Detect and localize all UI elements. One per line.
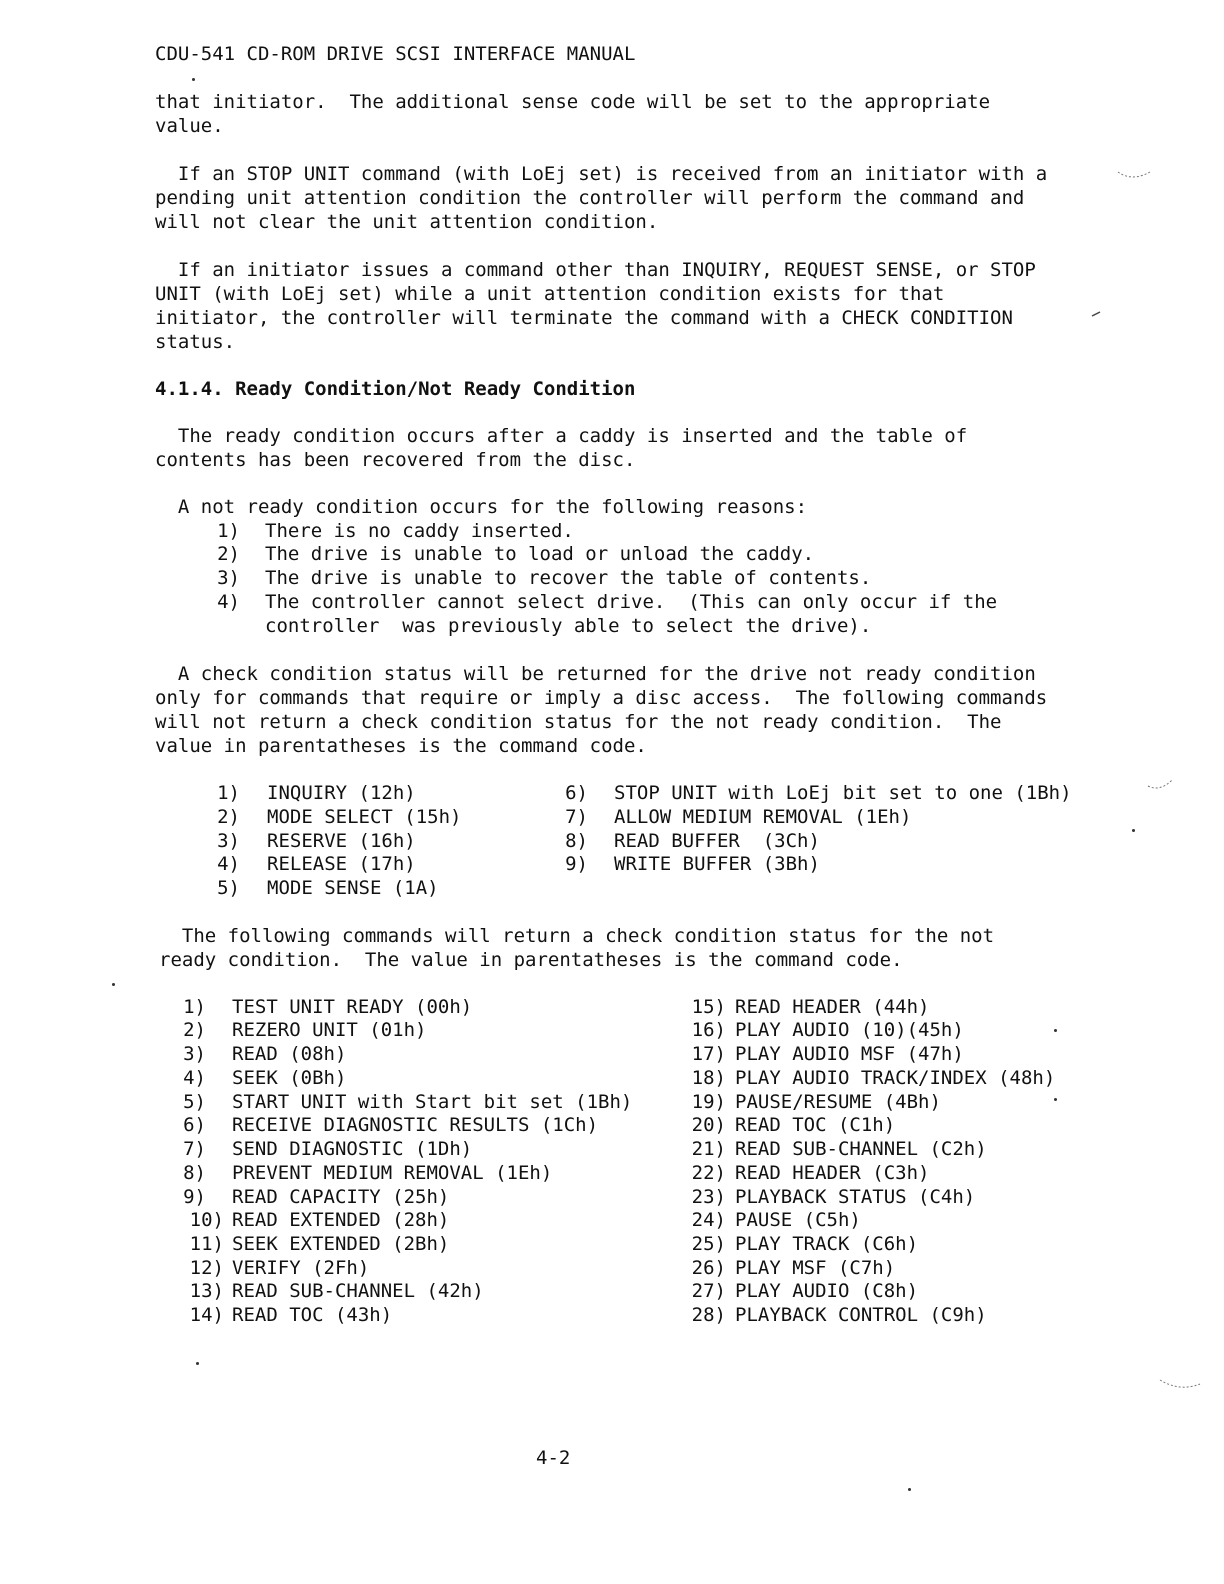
list-number: 10)	[189, 1209, 224, 1231]
list-number: 13)	[189, 1280, 224, 1302]
list-item: RECEIVE DIAGNOSTIC RESULTS (1Ch)	[232, 1114, 599, 1136]
list-item: READ EXTENDED (28h)	[232, 1209, 450, 1231]
list-item: PLAY MSF (C7h)	[735, 1257, 896, 1279]
list-item: REZERO UNIT (01h)	[232, 1019, 427, 1041]
list-number: 7)	[565, 806, 588, 828]
list-number: 22)	[691, 1162, 726, 1184]
list-item: READ CAPACITY (25h)	[232, 1186, 450, 1208]
list-item: PLAY AUDIO MSF (47h)	[735, 1043, 964, 1065]
list-item: PAUSE (C5h)	[735, 1209, 861, 1231]
list-number: 4)	[217, 853, 240, 875]
list-item: START UNIT with Start bit set (1Bh)	[232, 1091, 633, 1113]
list-item: RESERVE (16h)	[267, 830, 416, 852]
list-item: STOP UNIT with LoEj bit set to one (1Bh)	[614, 782, 1072, 804]
list-item: VERIFY (2Fh)	[232, 1257, 370, 1279]
list-number: 28)	[691, 1304, 726, 1326]
list-number: 21)	[691, 1138, 726, 1160]
list-number: 15)	[691, 996, 726, 1018]
list-item: READ HEADER (C3h)	[735, 1162, 930, 1184]
list-number: 17)	[691, 1043, 726, 1065]
list-number: 3)	[217, 830, 240, 852]
list-number: 7)	[183, 1138, 206, 1160]
section-heading: 4.1.4. Ready Condition/Not Ready Condition	[155, 378, 636, 400]
list-number: 6)	[183, 1114, 206, 1136]
list-number: 9)	[183, 1186, 206, 1208]
check-list-intro: The following commands will return a check condition status for the not ready condition. The value in parentatheses is the command code.	[159, 925, 995, 971]
list-number: 12)	[189, 1257, 224, 1279]
list-number: 1)	[183, 996, 206, 1018]
list-number: 4)	[183, 1067, 206, 1089]
list-item: SEND DIAGNOSTIC (1Dh)	[232, 1138, 473, 1160]
list-number: 20)	[691, 1114, 726, 1136]
ready-paragraph: The ready condition occurs after a caddy is inserted and the table of contents has been recovered from the disc.	[155, 425, 968, 471]
list-item: READ SUB-CHANNEL (42h)	[232, 1280, 484, 1302]
list-number: 4)	[217, 591, 240, 613]
list-item: MODE SELECT (15h)	[267, 806, 462, 828]
list-item: RELEASE (17h)	[267, 853, 416, 875]
list-item: PLAYBACK STATUS (C4h)	[735, 1186, 976, 1208]
list-number: 25)	[691, 1233, 726, 1255]
list-item: SEEK EXTENDED (2Bh)	[232, 1233, 450, 1255]
list-number: 18)	[691, 1067, 726, 1089]
list-item: READ (08h)	[232, 1043, 347, 1065]
list-number: 9)	[565, 853, 588, 875]
running-header: CDU-541 CD-ROM DRIVE SCSI INTERFACE MANUAL	[155, 43, 636, 65]
list-item: PLAY AUDIO TRACK/INDEX (48h)	[735, 1067, 1056, 1089]
list-number: 1)	[217, 520, 240, 542]
list-number: 3)	[183, 1043, 206, 1065]
paragraph-2: If an STOP UNIT command (with LoEj set) is received from an initiator with a pending unit attention condition the controller will perform the command and will not clear the unit attention condition.	[155, 163, 1048, 233]
list-number: 24)	[691, 1209, 726, 1231]
list-item: READ BUFFER (3Ch)	[614, 830, 820, 852]
list-item: PLAY AUDIO (C8h)	[735, 1280, 919, 1302]
list-number: 2)	[217, 806, 240, 828]
list-item: READ SUB-CHANNEL (C2h)	[735, 1138, 987, 1160]
list-item: SEEK (0Bh)	[232, 1067, 347, 1089]
list-number: 19)	[691, 1091, 726, 1113]
list-number: 1)	[217, 782, 240, 804]
list-number: 2)	[217, 543, 240, 565]
list-number: 16)	[691, 1019, 726, 1041]
list-item: INQUIRY (12h)	[267, 782, 416, 804]
list-number: 3)	[217, 567, 240, 589]
list-item: WRITE BUFFER (3Bh)	[614, 853, 820, 875]
list-item: READ TOC (C1h)	[735, 1114, 896, 1136]
list-number: 26)	[691, 1257, 726, 1279]
list-number: 23)	[691, 1186, 726, 1208]
list-number: 14)	[189, 1304, 224, 1326]
list-item: PLAY TRACK (C6h)	[735, 1233, 919, 1255]
list-item: The drive is unable to recover the table of contents.	[265, 567, 872, 589]
list-item: The drive is unable to load or unload the caddy.	[265, 543, 815, 565]
list-item: PAUSE/RESUME (4Bh)	[735, 1091, 941, 1113]
page-number: 4-2	[536, 1447, 571, 1469]
list-item: PLAYBACK CONTROL (C9h)	[735, 1304, 987, 1326]
list-number: 27)	[691, 1280, 726, 1302]
list-item: There is no caddy inserted.	[265, 520, 574, 542]
list-item: MODE SENSE (1A)	[267, 877, 439, 899]
list-item: READ TOC (43h)	[232, 1304, 393, 1326]
list-item: PREVENT MEDIUM REMOVAL (1Eh)	[232, 1162, 553, 1184]
list-item: The controller cannot select drive. (This can only occur if the controller was previously able to select the drive).	[265, 591, 998, 637]
list-number: 6)	[565, 782, 588, 804]
paragraph-1: that initiator. The additional sense code will be set to the appropriate value.	[155, 91, 991, 137]
list-number: 11)	[189, 1233, 224, 1255]
list-item: TEST UNIT READY (00h)	[232, 996, 473, 1018]
not-ready-intro: A not ready condition occurs for the following reasons:	[155, 496, 808, 518]
list-item: ALLOW MEDIUM REMOVAL (1Eh)	[614, 806, 912, 828]
list-number: 2)	[183, 1019, 206, 1041]
list-item: READ HEADER (44h)	[735, 996, 930, 1018]
list-number: 5)	[217, 877, 240, 899]
list-number: 8)	[183, 1162, 206, 1184]
paragraph-3: If an initiator issues a command other than INQUIRY, REQUEST SENSE, or STOP UNIT (with LoEj set) while a unit attention condition exists for that initiator, the controller will terminate the command with a CHECK CONDITION status.	[155, 259, 1036, 353]
list-number: 8)	[565, 830, 588, 852]
check-condition-paragraph: A check condition status will be returned for the drive not ready condition only for commands that require or imply a disc access. The following commands will not return a check condition status for the not ready condition. The value in parentatheses is the command code.	[155, 663, 1048, 757]
list-item: PLAY AUDIO (10)(45h)	[735, 1019, 964, 1041]
list-number: 5)	[183, 1091, 206, 1113]
